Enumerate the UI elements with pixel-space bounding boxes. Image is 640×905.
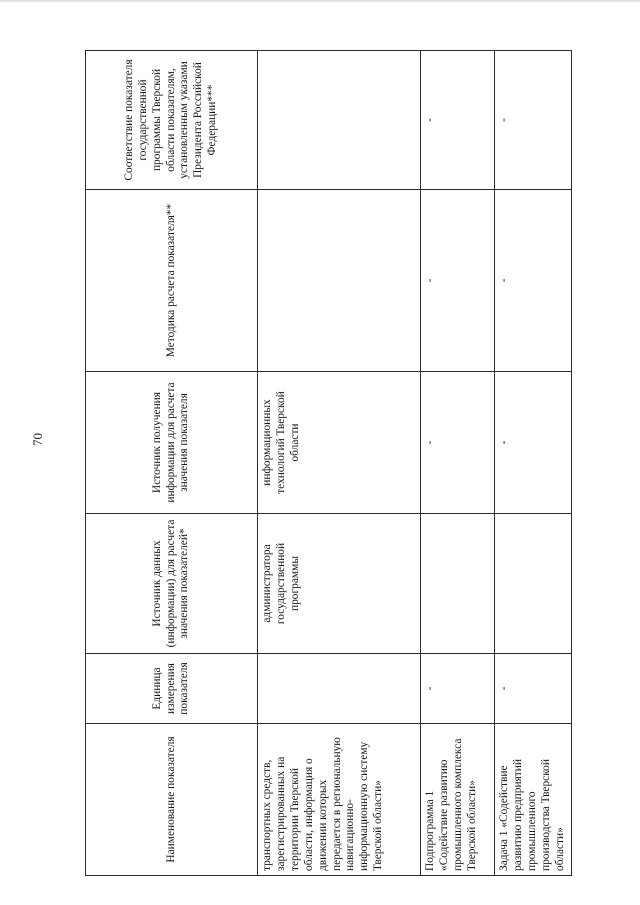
cell-data-source: администратора государственной программы	[258, 514, 421, 654]
table-row	[421, 51, 495, 876]
cell-calculation-method: -	[495, 190, 572, 372]
header-data-source: Источник данных (информации) для расчета значения показателей*	[86, 514, 258, 654]
header-calculation-method: Методика расчета показателя**	[86, 190, 258, 372]
scan-edge	[0, 0, 640, 3]
cell-unit	[258, 654, 421, 724]
header-unit: Единица измерения показателя	[86, 654, 258, 724]
cell-decree-match: -	[421, 51, 495, 190]
cell-decree-match	[258, 51, 421, 190]
cell-unit: -	[495, 654, 572, 724]
indicators-table	[85, 50, 572, 876]
cell-indicator-name: Подпрограмма 1 «Содействие развитию промышленного комплекса Тверской области»	[421, 724, 495, 876]
cell-indicator-name: Задача 1 «Содействие развитию предприятий промышленного производства Тверской области»	[495, 724, 572, 876]
cell-info-source: -	[421, 372, 495, 514]
cell-data-source	[495, 514, 572, 654]
cell-decree-match: -	[495, 51, 572, 190]
table-header-row	[86, 51, 258, 876]
table-row	[258, 51, 421, 876]
page-number: 70	[30, 433, 45, 446]
cell-calculation-method	[258, 190, 421, 372]
cell-info-source: информационных технологий Тверской области	[258, 372, 421, 514]
header-presidential-decree-match: Соответствие показателя государственной программы Тверской области показателям, установленным указами Президента Российской Федерации***	[86, 51, 258, 190]
table-row	[495, 51, 572, 876]
header-info-source: Источник получения информации для расчета значения показателя	[86, 372, 258, 514]
cell-indicator-name: транспортных средств, зарегистрированных на территории Тверской области, информация о движении которых передается в региональную навигационно-информационную систему Тверской области»	[258, 724, 421, 876]
rotated-table-wrapper	[85, 51, 568, 876]
cell-unit: -	[421, 654, 495, 724]
header-indicator-name: Наименование показателя	[86, 724, 258, 876]
cell-info-source: -	[495, 372, 572, 514]
cell-data-source	[421, 514, 495, 654]
cell-calculation-method: -	[421, 190, 495, 372]
